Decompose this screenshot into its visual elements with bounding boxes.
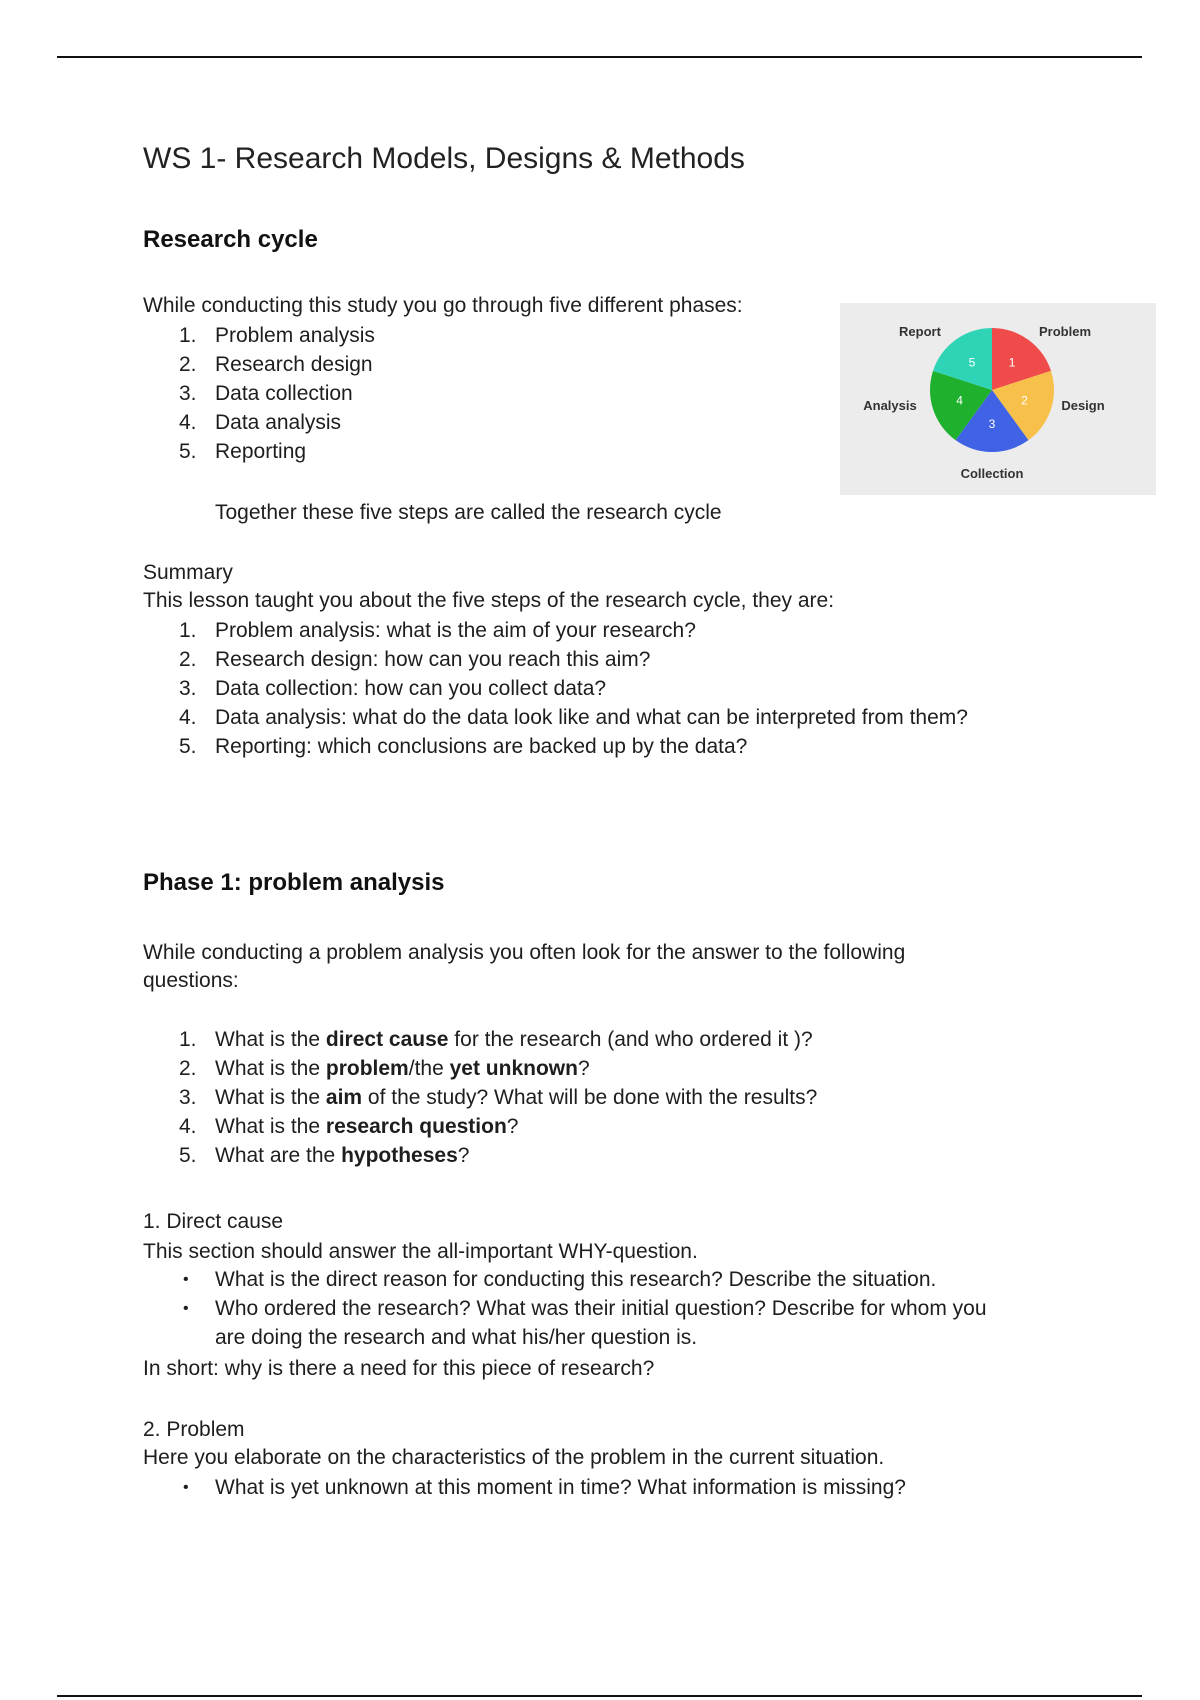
design-label: Design	[1061, 398, 1105, 413]
list-item: 5. What are the hypotheses?	[179, 1144, 470, 1167]
research-cycle-intro: While conducting this study you go through five different phases:	[143, 294, 743, 317]
summary-intro: This lesson taught you about the five steps of the research cycle, they are:	[143, 589, 835, 612]
page-title: WS 1- Research Models, Designs & Methods	[143, 142, 745, 175]
list-item: 4. Data analysis	[179, 411, 342, 434]
research-cycle-figure	[840, 303, 1156, 495]
pie-slice-number: 4	[956, 393, 963, 408]
list-item: 3. What is the aim of the study? What will be done with the results?	[179, 1086, 818, 1109]
research-cycle-heading: Research cycle	[143, 226, 318, 253]
summary-heading: Summary	[143, 561, 233, 584]
list-item: 3. Data collection: how can you collect data?	[179, 677, 607, 700]
problem-heading: 2. Problem	[143, 1418, 245, 1441]
bottom-rule	[57, 1695, 1142, 1697]
list-item: 5. Reporting	[179, 440, 307, 463]
list-item: 2. What is the problem/the yet unknown?	[179, 1057, 590, 1080]
report-label: Report	[899, 324, 941, 339]
problem-label: Problem	[1038, 324, 1092, 339]
direct-cause-short: In short: why is there a need for this piece of research?	[143, 1357, 655, 1380]
pie-slice-number: 5	[968, 355, 976, 370]
top-rule	[57, 56, 1142, 58]
list-item: 1. What is the direct cause for the research (and who ordered it )?	[179, 1028, 813, 1051]
direct-cause-bullets	[143, 1265, 995, 1352]
list-item: 3. Data collection	[179, 382, 353, 405]
pie-slice-number: 2	[1021, 393, 1028, 408]
direct-cause-heading: 1. Direct cause	[143, 1210, 284, 1233]
research-cycle-pie	[840, 303, 1156, 495]
list-item: 1. Problem analysis: what is the aim of your research?	[179, 619, 696, 642]
phase1-questions-list	[143, 1025, 817, 1170]
phase1-intro-line2: questions:	[143, 969, 239, 992]
list-item: 4. Data analysis: what do the data look like and what can be interpreted from them?	[179, 706, 968, 729]
collection-label: Collection	[960, 466, 1024, 481]
pie-slice-number: 1	[1008, 355, 1016, 370]
pie-slice-number: 3	[988, 417, 996, 432]
phase1-heading: Phase 1: problem analysis	[143, 869, 445, 896]
analysis-label: Analysis	[863, 398, 917, 413]
problem-bullets	[143, 1473, 906, 1502]
list-item: • Who ordered the research? What was their initial question? Describe for whom you are doing the research and what his/her question is.	[183, 1297, 987, 1349]
list-item: 4. What is the research question?	[179, 1115, 519, 1138]
research-phases-list	[143, 321, 375, 466]
list-item: • What is the direct reason for conducting this research? Describe the situation.	[183, 1268, 937, 1291]
phase1-intro-line1: While conducting a problem analysis you often look for the answer to the following	[143, 941, 906, 964]
summary-list	[143, 616, 968, 761]
list-item: • What is yet unknown at this moment in time? What information is missing?	[183, 1476, 906, 1499]
list-item: 2. Research design: how can you reach this aim?	[179, 648, 651, 671]
list-item: 2. Research design	[179, 353, 373, 376]
list-item: 1. Problem analysis	[179, 324, 375, 347]
direct-cause-intro: This section should answer the all-important WHY-question.	[143, 1240, 698, 1263]
problem-intro: Here you elaborate on the characteristics of the problem in the current situation.	[143, 1446, 885, 1469]
research-cycle-note: Together these five steps are called the research cycle	[215, 501, 722, 524]
list-item: 5. Reporting: which conclusions are backed up by the data?	[179, 735, 748, 758]
